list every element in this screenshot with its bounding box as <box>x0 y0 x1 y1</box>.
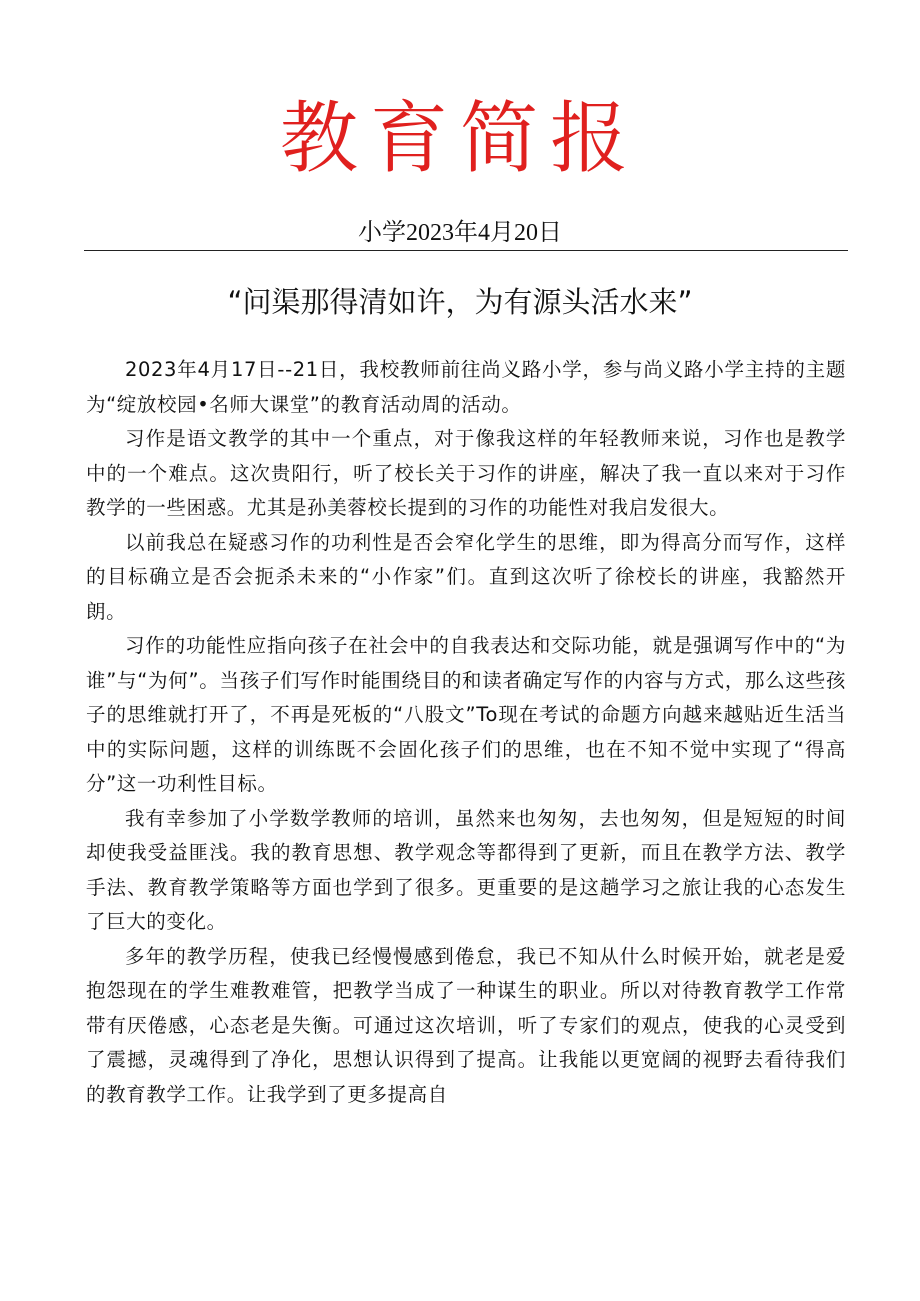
paragraph: 2023年4月17日--21日，我校教师前往尚义路小学，参与尚义路小学主持的主题为“绽放校园•名师大课堂”的教育活动周的活动。 <box>86 358 846 416</box>
paragraph: 我有幸参加了小学数学教师的培训，虽然来也匆匆，去也匆匆，但是短短的时间却使我受益匪浅。我的教育思想、教学观念等都得到了更新，而且在教学方法、教学手法、教育教学策略等方面也学到了很多。更重要的是这趟学习之旅让我的心态发生了巨大的变化。 <box>86 806 846 933</box>
paragraph: 多年的教学历程，使我已经慢慢感到倦怠，我已不知从什么时候开始，就老是爱抱怨现在的学生难教难管，把教学当成了一种谋生的职业。所以对待教育教学工作常带有厌倦感，心态老是失衡。可通过这次培训，听了专家们的观点，使我的心灵受到了震撼，灵魂得到了净化，思想认识得到了提高。让我能以更宽阔的视野去看待我们的教育教学工作。让我学到了更多提高自 <box>86 944 846 1106</box>
masthead-title: 教育简报 <box>279 94 640 184</box>
header-divider <box>84 250 848 251</box>
paragraph: 习作是语文教学的其中一个重点，对于像我这样的年轻教师来说，习作也是教学中的一个难点。这次贵阳行，听了校长关于习作的讲座，解决了我一直以来对于习作教学的一些困惑。尤其是孙美蓉校长提到的习作的功能性对我启发很大。 <box>86 427 846 519</box>
dateline: 小学2023年4月20日 <box>358 220 562 246</box>
article-body <box>86 353 846 1112</box>
paragraph: 习作的功能性应指向孩子在社会中的自我表达和交际功能，就是强调写作中的“为谁”与“为何”。当孩子们写作时能围绕目的和读者确定写作的内容与方式，那么这些孩子的思维就打开了，不再是死板的“八股文”To现在考试的命题方向越来越贴近生活当中的实际问题，这样的训练既不会固化孩子们的思维，也在不知不觉中实现了“得高分”这一功利性目标。 <box>86 634 846 795</box>
article-headline: “问渠那得清如许，为有源头活水来” <box>227 285 693 319</box>
paragraph: 以前我总在疑惑习作的功利性是否会窄化学生的思维，即为得高分而写作，这样的目标确立是否会扼杀未来的“小作家”们。直到这次听了徐校长的讲座，我豁然开朗。 <box>86 530 846 623</box>
